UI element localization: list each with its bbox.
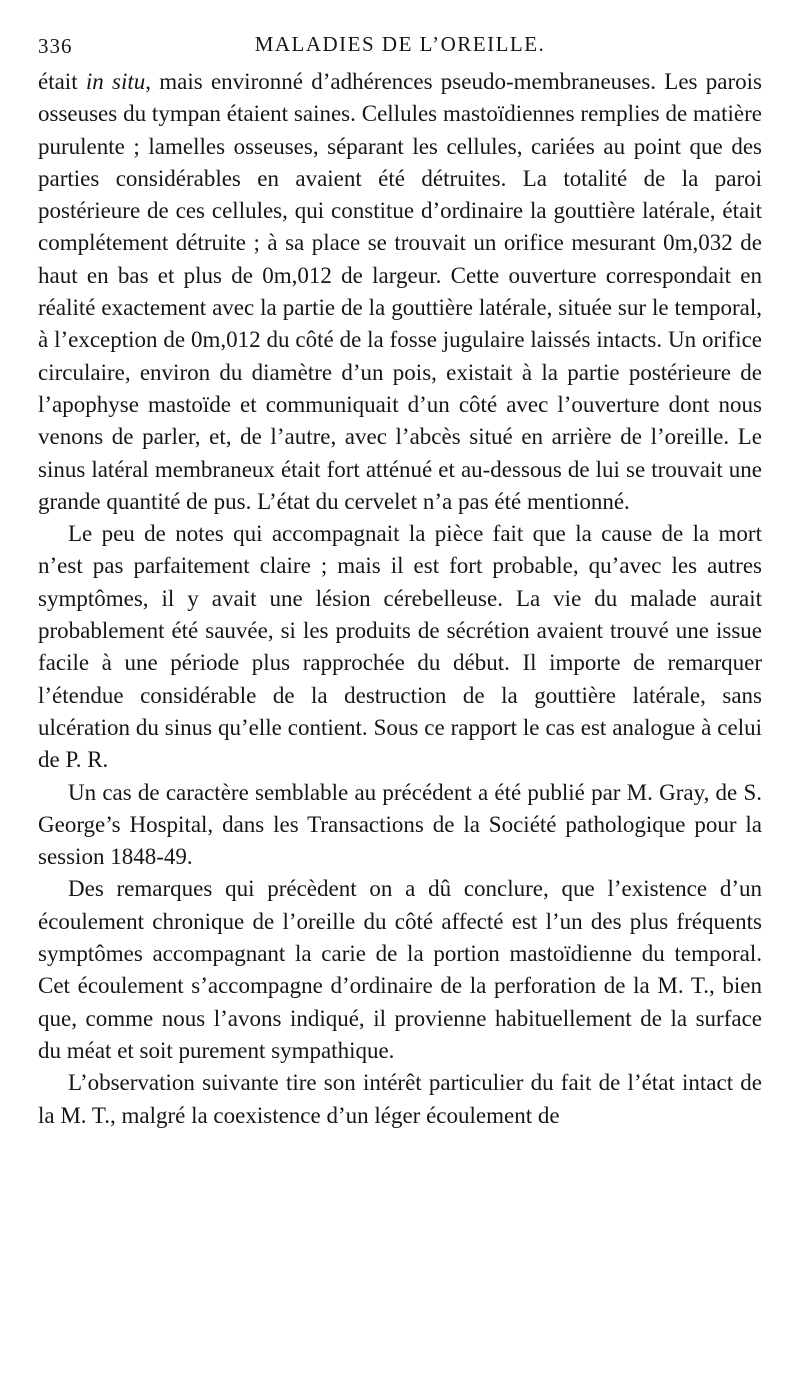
running-title: MALADIES DE L’OREILLE. (254, 32, 546, 56)
paragraph-1-italic: in situ (85, 69, 146, 94)
paragraph-5: L’observation suivante tire son intérêt particulier du fait de l’état intact de la M. T., malgré la coexistence d’un léger écoulement de (38, 1070, 762, 1128)
body-text (38, 66, 762, 1132)
page-number: 336 (38, 34, 73, 58)
paragraph-1 (38, 66, 762, 518)
paragraph-3: Un cas de caractère semblable au précédent a été publié par M. Gray, de S. George’s Hospital, dans les Transactions de la Société pathologique pour la session 1848-49. (38, 779, 762, 870)
paragraph-1-lead: était (38, 69, 86, 94)
paragraph-4: Des remarques qui précèdent on a dû conclure, que l’existence d’un écoulement chronique de l’oreille du côté affecté est l’un des plus fréquents symptômes accompagnant la carie de la portion mastoïdienne du temporal. Cet écoulement s’accompagne d’ordinaire de la perforation de la M. T., bien que, comme nous l’avons indiqué, il provienne habituellement de la surface du méat et soit purement sympathique. (38, 876, 762, 1063)
document-page (38, 26, 762, 1366)
running-head (38, 26, 762, 66)
paragraph-2: Le peu de notes qui accompagnait la pièce fait que la cause de la mort n’est pas parfaitement claire ; mais il est fort probable, qu’avec les autres symptômes, il y avait une lésion cérebelleuse. La vie du malade aurait probablement été sauvée, si les produits de sécrétion avaient trouvé une issue facile à une période plus rapprochée du début. Il importe de remarquer l’étendue considérable de la destruction de la gouttière latérale, sans ulcération du sinus qu’elle contient. Sous ce rapport le cas est analogue à celui de P. R. (38, 521, 762, 773)
paragraph-1-text: , mais environné d’adhérences pseudo-membraneuses. Les parois osseuses du tympan étaient saines. Cellules mastoïdiennes remplies de matière purulente ; lamelles osseuses, séparant les cellules, cariées au point que des parties considérables en avaient été détruites. La totalité de la paroi postérieure de ces cellules, qui constitue d’ordinaire la gouttière latérale, était complétement détruite ; à sa place se trouvait un orifice mesurant 0m,032 de haut en bas et plus de 0m,012 de largeur. Cette ouverture correspondait en réalité exactement avec la partie de la gouttière latérale, située sur le temporal, à l’exception de 0m,012 du côté de la fosse jugulaire laissés intacts. Un orifice circulaire, environ du diamètre d’un pois, existait à la partie postérieure de l’apophyse mastoïde et communiquait d’un côté avec l’ouverture dont nous venons de parler, et, de l’autre, avec l’abcès situé en arrière de l’oreille. Le sinus latéral membraneux était fort atténué et au-dessous de lui se trouvait une grande quantité de pus. L’état du cervelet n’a pas été mentionné. (38, 69, 762, 514)
